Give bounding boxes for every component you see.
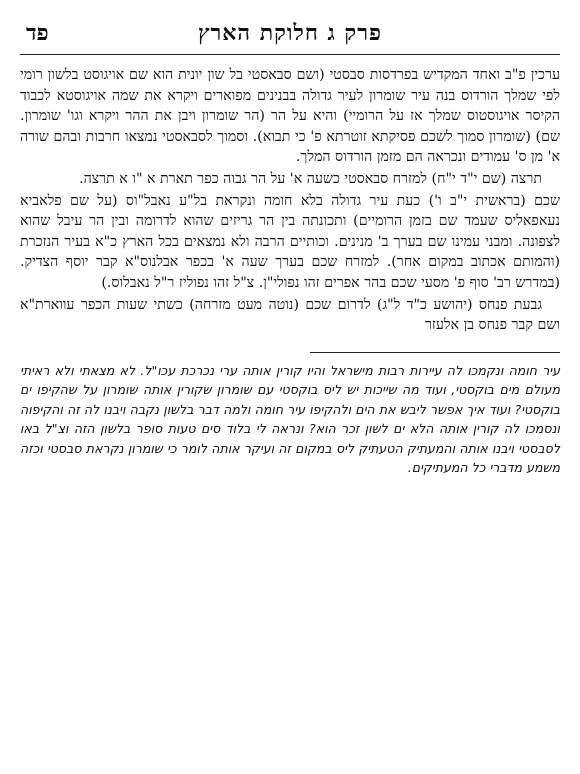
paragraph-tirzah: תרצה (שם י"ד י"ח) למזרח סבאסטי כשעה א' על הר גבוה כפר תארת א "ו א תרצה.: [79, 170, 542, 187]
paragraph-shechem: שכם (בראשית י"ב ו') כעת עיר גדולה בלא חומה ונקראת בל"ע נאבל"וס (על שם פלאביא נעאפאליס שעמד שם בזמן הרומיים) ותכונתה בין הר גריזים שהוא לדרומה ובין הר עיבל שהוא לצפונה. ומבני עמינו שם בערך ב' מנינים. וכותיים הרבה ולא נמצאים בכל הארץ כ"א בעיר הנזכרת (והמותם אכתוב במקום אחר). למזרח שכם בערך שעה א' בכפר אבלנוס"א קבר יוסף הצדיק. (במדרש רב' סוף פ' מסעי שכם בהר אפרים זהו נפולי"ן. צ"ל זהו נפוליז ר"ל נאבלוס.): [20, 192, 560, 291]
paragraph-givat-pinchas: גבעת פנחס (יהושע כ"ד ל"ג) לדרום שכם (נוטה מעט מזרחה) כשתי שעות הכפר עווארת"א ושם קבר פנחס בן אלעזר: [20, 296, 560, 334]
chapter-title: פרק ג חלוקת הארץ: [198, 20, 382, 46]
paragraph-sebaste: ערכין פ"ב ואחד המקדיש בפרדסות סבסטי (ושם סבאסטי בל שון יונית הוא שם אויגוסט בלשון רומי לפי שמלך הורדוס בנה עיר שומרון לעיר גדולה בבנינים מפוארים ויקרא את שמה אויגוסטא לכבוד הקיסר אויגוסטוס שמלך אז על הרומיי) והיא על הר (הר שומרון ויבן את ההר ויקרא וגו' שומרון. שם) (שומרון סמוך לשכם פסיקתא זוטרתא פ' כי תבוא). וסמוך לסבאסטי נמצאו חרבות ובהם שורה א' מן ס' עמודים ונכראה הם מזמן הורדוס המלך.: [20, 67, 560, 166]
main-text: [20, 65, 560, 336]
footnote-divider: [310, 352, 560, 353]
footnote: עיר חומה ונקמכו לה עיירות רבות מישראל והיו קורין אותה ערי נכרכת עכו"ל. לא מצאתי ולא ראיתי מעולם מים בוקסטי, ועוד מה שייכות יש ליס בוקסטי עם שומרון שקורין אותה שומרון על שהקיפו ים בוקסטי? ועוד איך אפשר ליבש את הים ולהקיפו עיר חומה ולמה דבר בלשון נקבה ויבנו לה זה והקיפוה ונסמכו לה קורין אותה הלא ים לשון זכר הוא? ונראה לי בלוד סים טעות סופר בלשון הזה וצ"ל באו לסבסטי ויבנו אותה והמעתיק הטעתיק ליס במקום זה ועיקר אותה לומר כי שומרון נקראת סבסטי וכזה משמע מדברי כל המעתיקים.: [20, 362, 560, 476]
book-page: [20, 14, 560, 754]
page-header: [20, 14, 560, 55]
page-number: פד: [26, 20, 49, 46]
